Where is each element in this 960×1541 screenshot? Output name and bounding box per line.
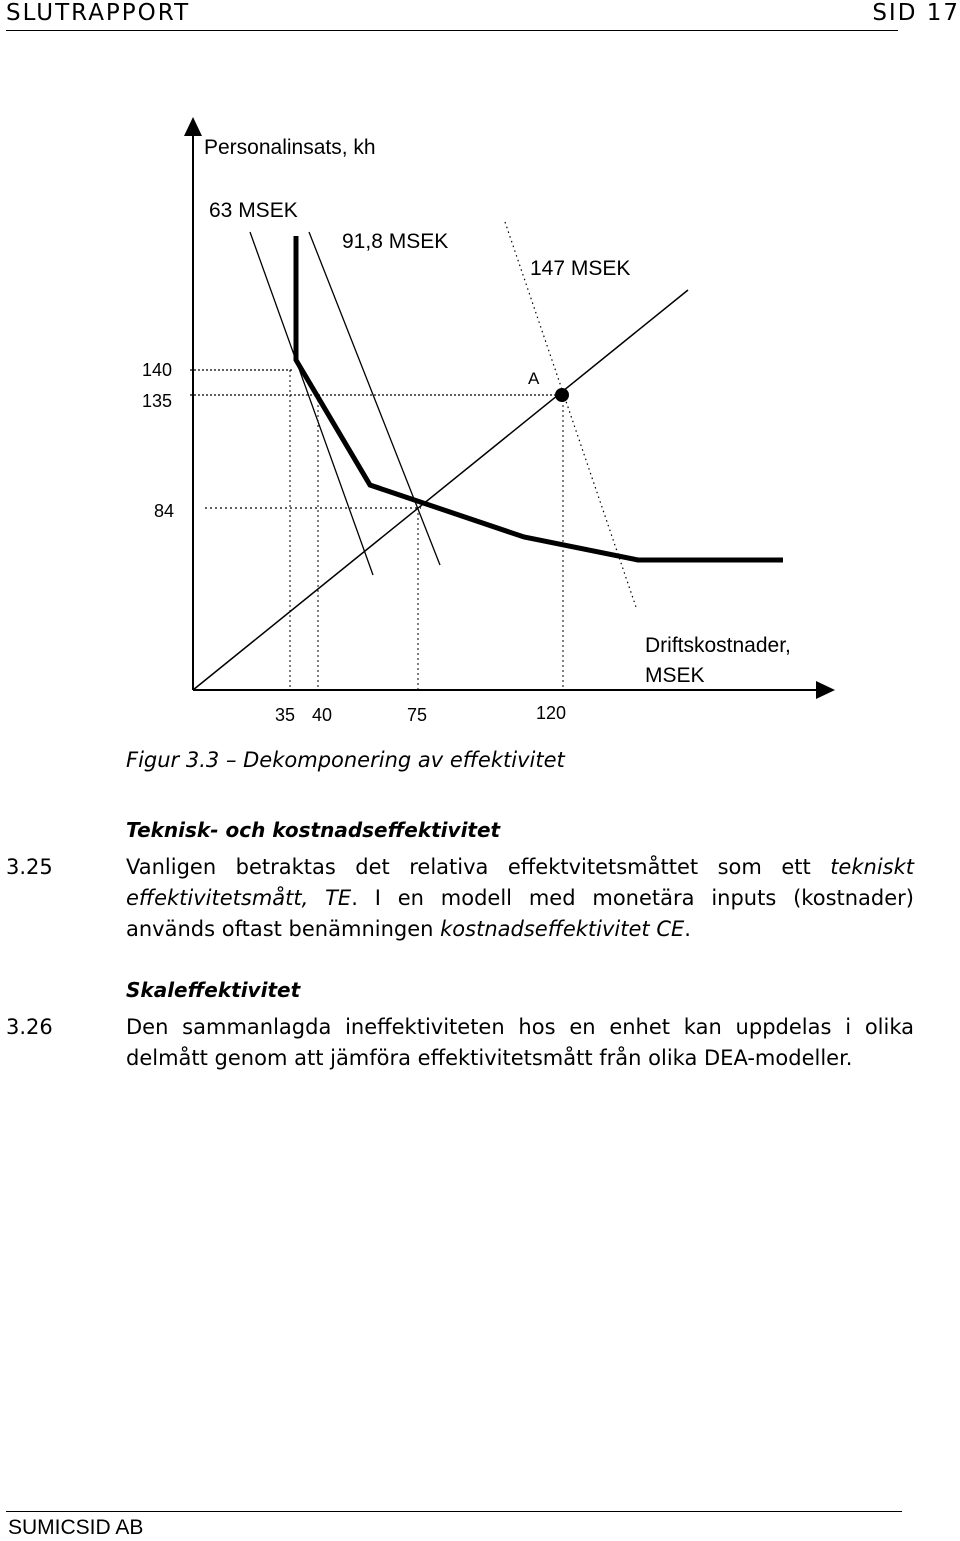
x-tick-120: 120 — [536, 703, 567, 723]
paragraph-emphasis: tekniskt effektivitetsmått, TE — [126, 855, 914, 910]
y-axis-arrow — [184, 117, 202, 136]
caption-text: Dekomponering av effektivitet — [243, 748, 565, 772]
x-axis-arrow — [816, 681, 835, 699]
paragraph-number: 3.25 — [6, 855, 53, 879]
isocost-label-147: 147 MSEK — [530, 257, 631, 280]
paragraph-3-26 — [6, 1012, 914, 1074]
isocost-label-91-8: 91,8 MSEK — [342, 230, 449, 253]
report-title: SLUTRAPPORT — [6, 0, 191, 26]
paragraph-number: 3.26 — [6, 1015, 53, 1039]
y-tick-84: 84 — [154, 501, 175, 521]
isocost-line-91-8 — [309, 232, 440, 565]
paragraph-3-25 — [6, 852, 914, 945]
paragraph-body: Den sammanlagda ineffektiviteten hos en enhet kan uppdelas i olika delmått genom att jämföra effektivitetsmått från olika DEA-modeller. — [126, 1015, 914, 1070]
caption-dash: – — [225, 748, 237, 772]
paragraph-text: . — [684, 917, 691, 941]
paragraph-body — [126, 852, 914, 945]
paragraph-text: . I en modell med monetära inputs (kostnader) används oftast benämningen — [126, 886, 914, 941]
footer-organization: SUMICSID AB — [8, 1516, 144, 1539]
x-tick-40: 40 — [312, 705, 333, 725]
y-axis-label: Personalinsats, kh — [204, 136, 376, 159]
x-tick-35: 35 — [275, 705, 296, 725]
caption-prefix: Figur 3.3 — [126, 748, 220, 772]
paragraph-text: Vanligen betraktas det relativa effektvitetsmåttet som ett — [126, 855, 831, 879]
isocost-label-63: 63 MSEK — [209, 199, 298, 222]
efficiency-decomposition-figure — [0, 0, 960, 740]
section-heading-technical: Teknisk- och kostnadseffektivitet — [126, 818, 501, 842]
x-tick-75: 75 — [407, 705, 428, 725]
y-tick-140: 140 — [142, 360, 173, 380]
isocost-line-63 — [250, 232, 373, 575]
figure-caption — [126, 748, 565, 772]
section-heading-scale: Skaleffektivitet — [126, 978, 301, 1002]
point-a-marker — [555, 388, 569, 402]
footer-rule — [6, 1511, 902, 1512]
page-number: SID 17 — [872, 0, 960, 26]
point-a-label: A — [528, 369, 540, 388]
efficiency-frontier — [296, 236, 783, 560]
y-tick-135: 135 — [142, 391, 173, 411]
x-axis-label-line2: MSEK — [645, 664, 705, 687]
isocost-line-147 — [505, 222, 637, 610]
ray-from-origin — [193, 290, 688, 690]
x-axis-label-line1: Driftskostnader, — [645, 634, 791, 657]
paragraph-emphasis: kostnadseffektivitet CE — [440, 917, 685, 941]
